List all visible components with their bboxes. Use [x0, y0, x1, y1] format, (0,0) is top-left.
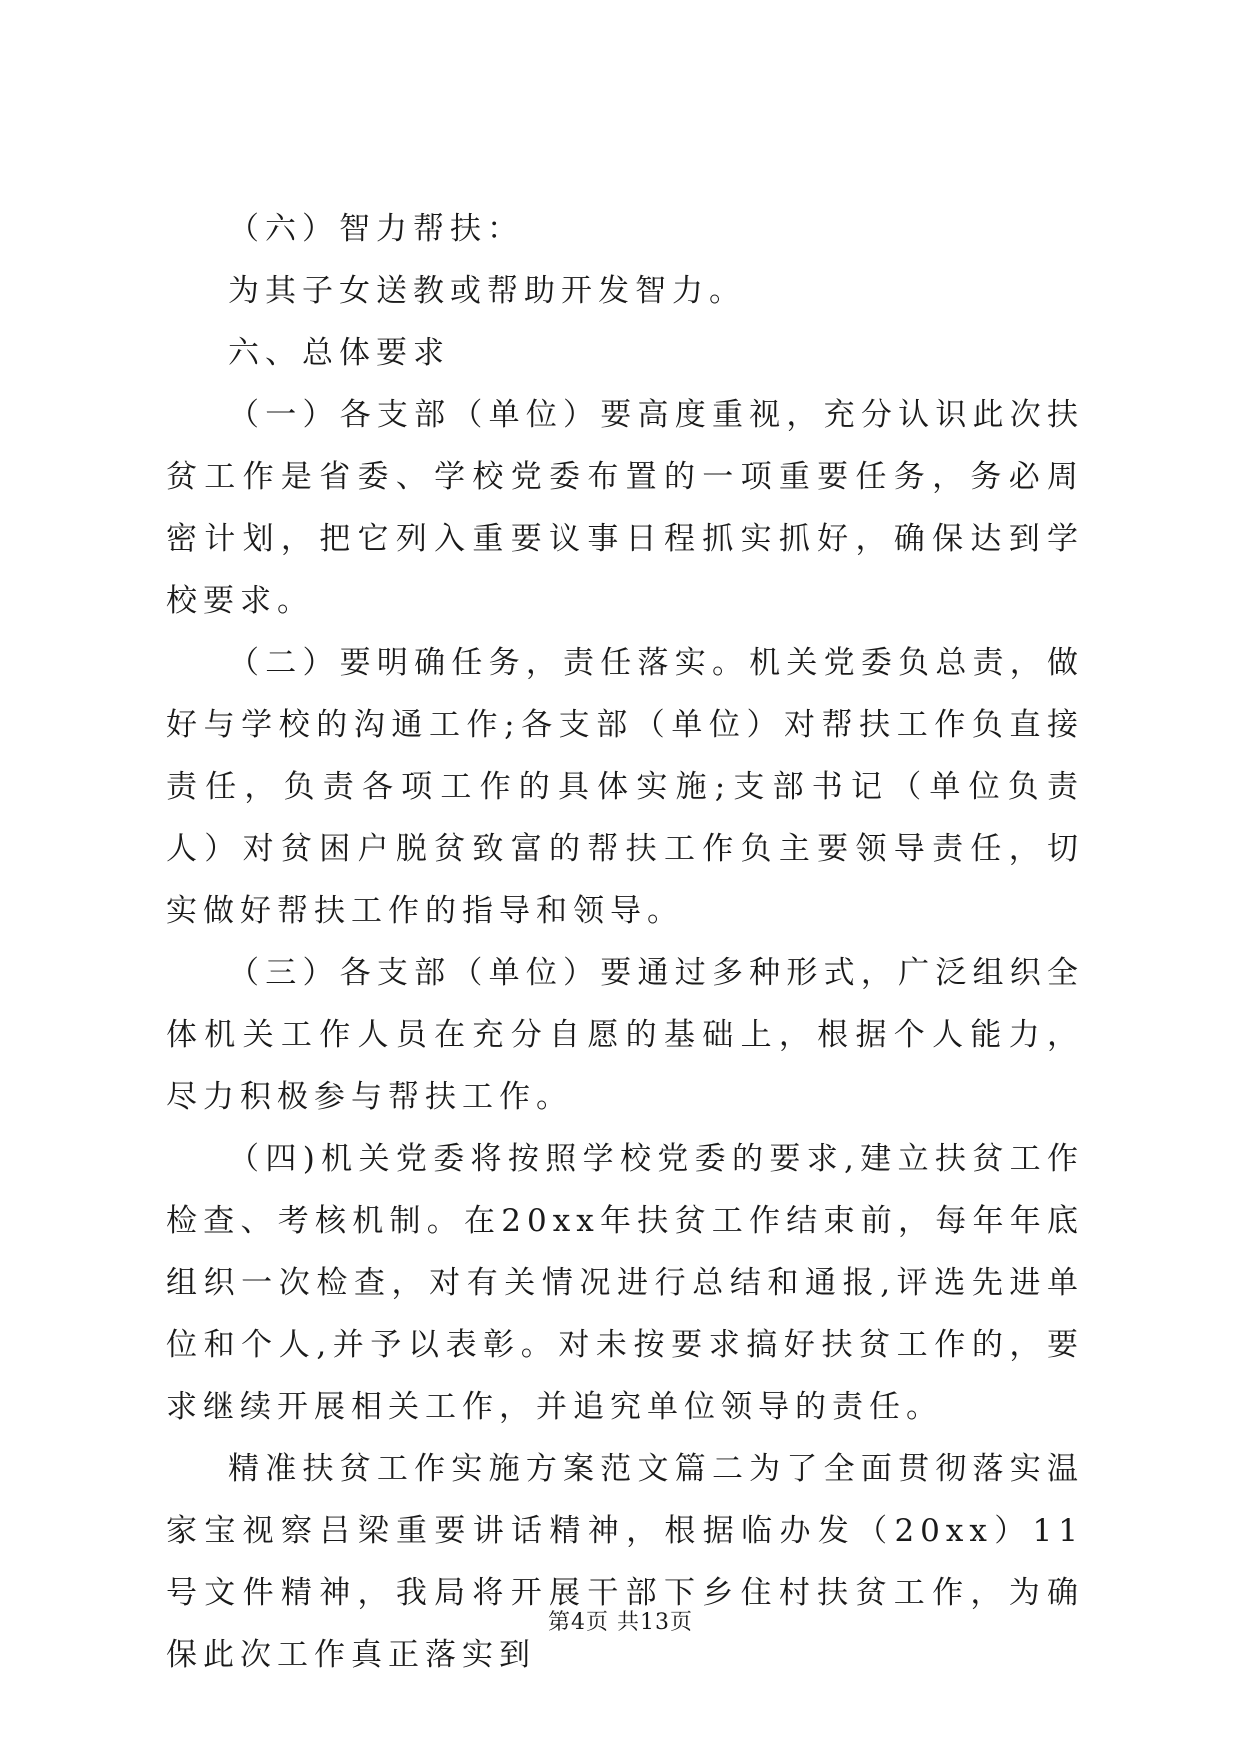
paragraph-intellectual-aid: 为其子女送教或帮助开发智力。 [228, 273, 746, 309]
paragraph-requirement-1: （一）各支部（单位）要高度重视，充分认识此次扶贫工作是省委、学校党委布置的一项重要任务，务必周密计划，把它列入重要议事日程抓实抓好，确保达到学校要求。 [166, 397, 1084, 619]
paragraph-requirement-4: （四)机关党委将按照学校党委的要求,建立扶贫工作检查、考核机制。在20xx年扶贫工作结束前，每年年底组织一次检查，对有关情况进行总结和通报,评选先进单位和个人,并予以表彰。对未按要求搞好扶贫工作的，要求继续开展相关工作，并追究单位领导的责任。 [166, 1141, 1084, 1425]
paragraph-requirement-2: （二）要明确任务，责任落实。机关党委负总责，做好与学校的沟通工作;各支部（单位）对帮扶工作负直接责任，负责各项工作的具体实施;支部书记（单位负责人）对贫困户脱贫致富的帮扶工作负主要领导责任，切实做好帮扶工作的指导和领导。 [166, 645, 1084, 929]
paragraph-requirement-3: （三）各支部（单位）要通过多种形式，广泛组织全体机关工作人员在充分自愿的基础上，根据个人能力，尽力积极参与帮扶工作。 [166, 955, 1084, 1115]
paragraph-plan-two-intro: 精准扶贫工作实施方案范文篇二为了全面贯彻落实温家宝视察吕梁重要讲话精神，根据临办发（20xx）11号文件精神，我局将开展干部下乡住村扶贫工作，为确保此次工作真正落实到 [166, 1451, 1084, 1673]
paragraph-section-6-heading: （六）智力帮扶： [228, 211, 524, 247]
paragraph-general-requirements-heading: 六、总体要求 [228, 335, 450, 371]
page-footer: 第4页 共13页 [548, 1610, 693, 1635]
document-body [166, 198, 1084, 1686]
